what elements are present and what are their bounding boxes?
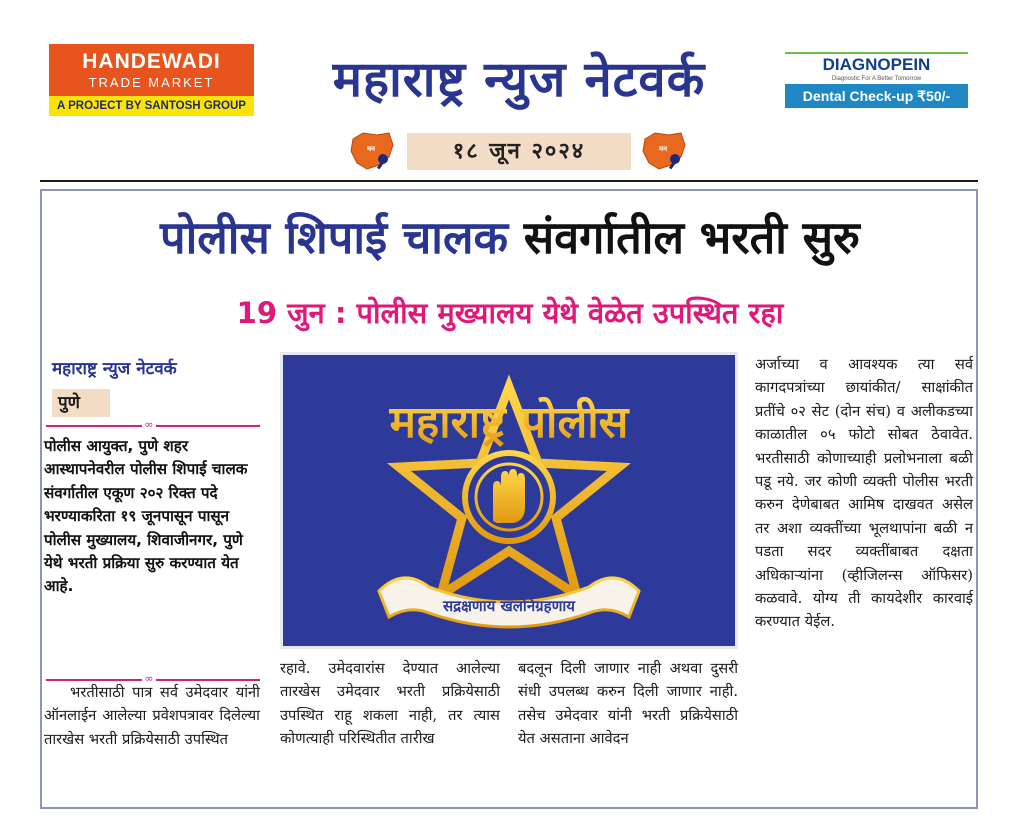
map-badge-right-icon [641, 131, 687, 171]
publication-date: १८ जून २०२४ [407, 133, 631, 170]
article-column-3: बदलून दिली जाणार नाही अथवा दुसरी संधी उपलब्ध करुन दिली जाणार नाही. तसेच उमेदवार यांनी भरती प्रक्रियेसाठी येत असताना आवेदन [518, 660, 738, 748]
handewadi-ad-title: HANDEWADI [82, 50, 221, 73]
masthead-title: महाराष्ट्र न्युज नेटवर्क [332, 51, 706, 108]
police-logo-text: महाराष्ट्र पोलीस [389, 397, 629, 448]
handewadi-ad-banner [49, 44, 254, 96]
maharashtra-police-logo [280, 352, 738, 649]
header-rule [40, 180, 978, 182]
handewadi-ad[interactable] [49, 44, 254, 116]
article-column-4: अर्जाच्या व आवश्यक त्या सर्व कागदपत्रांच्या छायांकीत/ साक्षांकीत प्रतींचे ०२ सेट (दोन संच) व अलीकडच्या काळातील ०५ फोटो सोबत ठेवावेत. भरतीसाठी कोणाच्याही प्रलोभनाला बळी पडू नये. जर कोणी व्यक्ती पोलीस भरती करुन देणेबाबत आमिष दाखवत असेल तर अशा व्यक्तींच्या भूलथापांना बळी न पडता सदर व्यक्तींबाबत दक्षता अधिकाऱ्यांना (व्हीजिलन्स ऑफिसर) कळवावे. योग्य ती कायदेशीर कारवाई करण्यात येईल. [755, 356, 973, 631]
handewadi-ad-tagline: A PROJECT BY SANTOSH GROUP [49, 96, 254, 116]
diagnopein-brand-tagline: Diagnostic For A Better Tomorrow [831, 76, 922, 82]
article-byline: महाराष्ट्र न्युज नेटवर्क [52, 359, 177, 379]
article-headline [48, 201, 972, 275]
article-column-2: रहावे. उमेदवारांस देण्यात आलेल्या तारखेस उमेदवार भरती प्रक्रियेसाठी उपस्थित राहू शकला नाही, तर त्यास कोणत्याही परिस्थितीत तारीख [280, 660, 500, 748]
police-motto: सद्रक्षणाय खलनिग्रहणाय [442, 597, 576, 615]
section-divider [46, 419, 260, 431]
headline-part-2: संवर्गातील भरती सुरु [523, 211, 860, 264]
svg-text:मन: मन [658, 145, 668, 153]
headline-part-1: पोलीस शिपाई चालक [160, 211, 509, 264]
divider-ornament-icon: ∞ [142, 419, 156, 431]
article-column-1 [44, 681, 260, 751]
article-subheadline: 19 जुन : पोलीस मुख्यालय येथे वेळेत उपस्थित रहा [236, 296, 784, 330]
article-column-1-text: भरतीसाठी पात्र सर्व उमेदवार यांनी ऑनलाईन आलेल्या प्रवेशपत्रावर दिलेल्या तारखेस भरती प्रक्रियेसाठी उपस्थित [44, 684, 260, 748]
article-location: पुणे [52, 389, 110, 417]
handewadi-ad-subtitle: TRADE MARKET [88, 75, 215, 90]
svg-text:मन: मन [366, 145, 376, 153]
diagnopein-brand: DIAGNOPEIN [822, 55, 931, 74]
police-star-emblem-icon [283, 355, 735, 646]
diagnopein-logo [785, 52, 968, 84]
dental-checkup-offer: Dental Check-up ₹50/- [785, 84, 968, 108]
divider-ornament-icon: ∞ [142, 673, 156, 685]
map-badge-left-icon [349, 131, 395, 171]
diagnopein-ad[interactable] [785, 52, 968, 107]
article-lead: पोलीस आयुक्त, पुणे शहर आस्थापनेवरील पोलीस शिपाई चालक संवर्गातील एकूण २०२ रिक्त पदे भरण्याकरिता १९ जूनपासून पासून पोलीस मुख्यालय, शिवाजीनगर, पुणे येथे भरती प्रक्रिया सुरु करण्यात येत आहे. [44, 437, 248, 596]
